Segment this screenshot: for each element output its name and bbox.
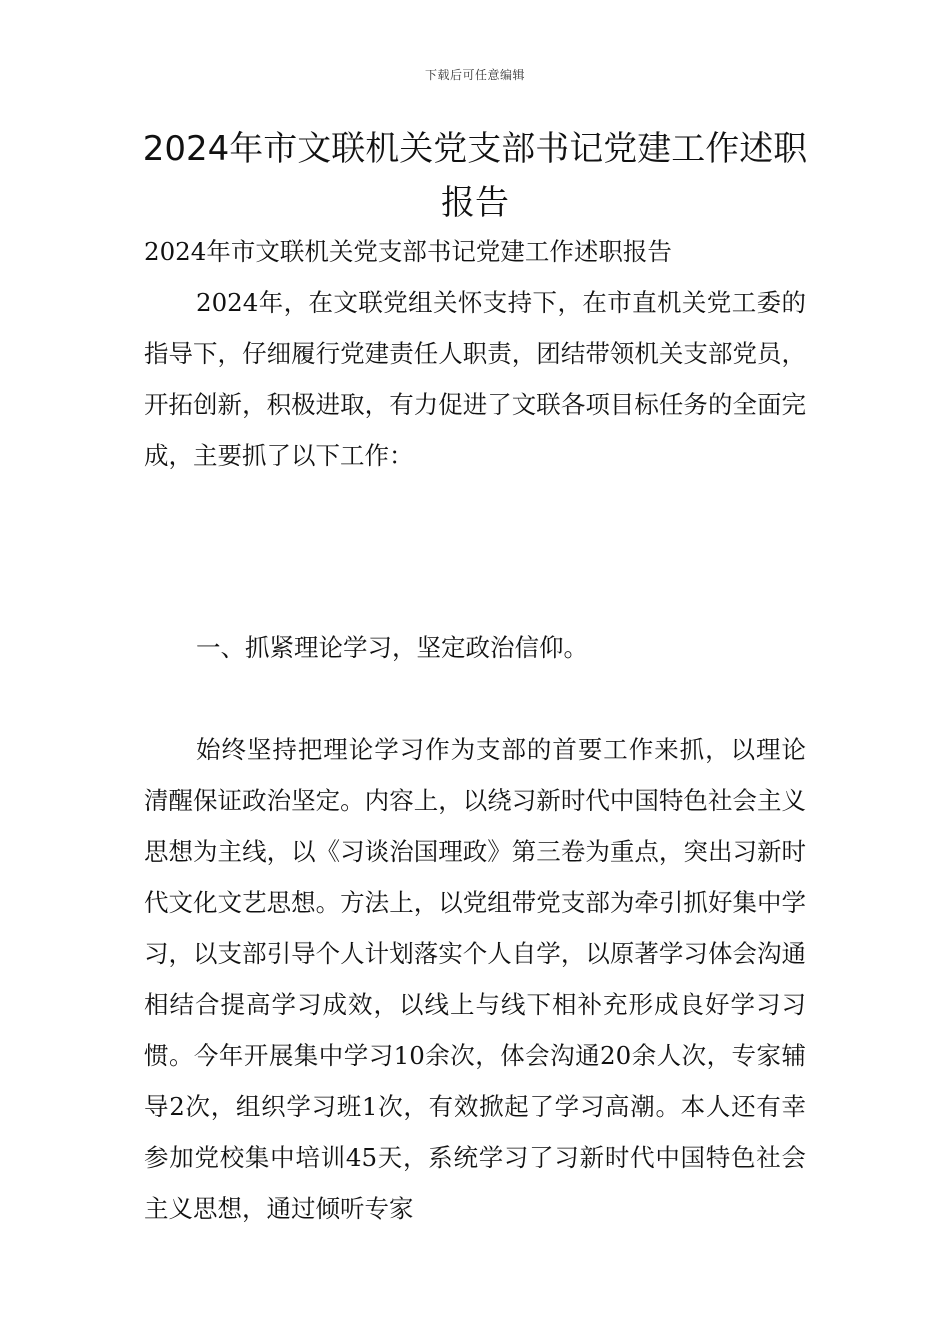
document-title: 2024年市文联机关党支部书记党建工作述职报告 — [142, 129, 808, 223]
intro-paragraph: 2024年，在文联党组关怀支持下，在市直机关党工委的指导下，仔细履行党建责任人职责，团结带领机关支部党员，开拓创新，积极进取，有力促进了文联各项目标任务的全面完成，主要抓了以下工作： — [144, 288, 806, 470]
header-note: 下载后可任意编辑 — [424, 68, 525, 82]
section-heading: 一、抓紧理论学习，坚定政治信仰。 — [196, 633, 588, 662]
subtitle-line: 2024年市文联机关党支部书记党建工作述职报告 — [144, 237, 672, 266]
section-body-paragraph: 始终坚持把理论学习作为支部的首要工作来抓，以理论清醒保证政治坚定。内容上，以绕习新时代中国特色社会主义思想为主线，以《习谈治国理政》第三卷为重点，突出习新时代文化文艺思想。方法上，以党组带党支部为牵引抓好集中学习，以支部引导个人计划落实个人自学，以原著学习体会沟通相结合提高学习成效，以线上与线下相补充形成良好学习习惯。今年开展集中学习10余次，体会沟通20余人次，专家辅导2次，组织学习班1次，有效掀起了学习高潮。本人还有幸参加党校集中培训45天，系统学习了习新时代中国特色社会主义思想，通过倾听专家 — [144, 735, 806, 1223]
